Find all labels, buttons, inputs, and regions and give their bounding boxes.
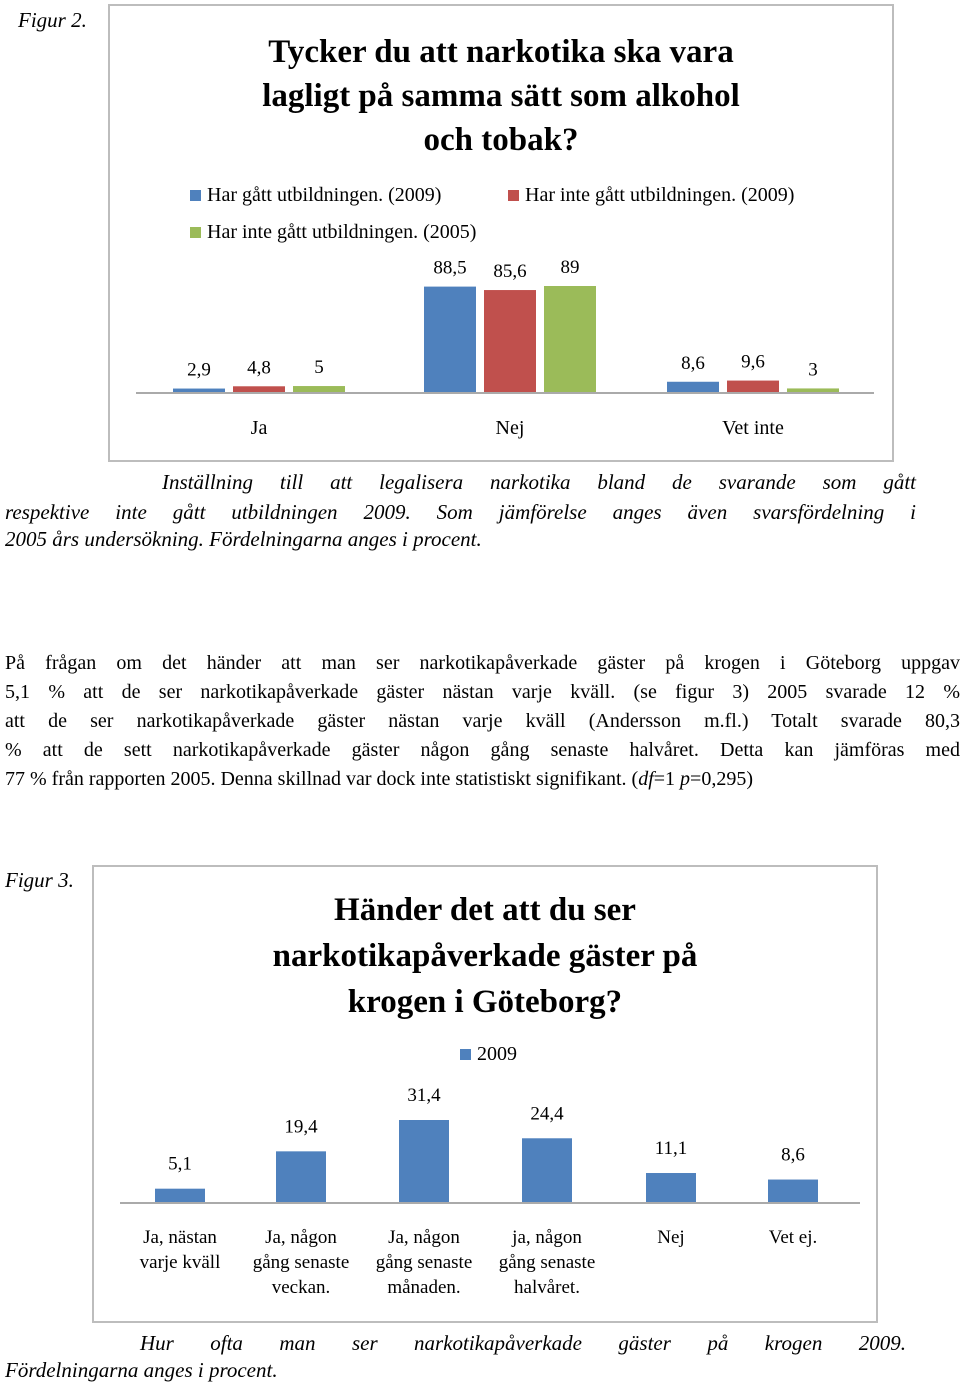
figure2-chart (108, 4, 894, 462)
data-label: 8,6 (681, 352, 705, 374)
bar (787, 388, 839, 392)
figure2-caption-line: respektive inte gått utbildningen 2009. Som jämförelse anges även svarsfördelning i (5, 500, 916, 524)
data-label: 88,5 (433, 257, 467, 279)
figure2-title-line: Tycker du att narkotika ska vara (268, 34, 734, 70)
body-line: På frågan om det händer att man ser narkotikapåverkade gäster på krogen i Göteborg uppgav (5, 652, 960, 674)
figure2-title-line: lagligt på samma sätt som alkohol (262, 78, 740, 114)
x-tick-label-line: gång senaste (375, 1252, 473, 1273)
bar (522, 1138, 572, 1202)
body-line-last (5, 768, 753, 791)
x-tick-label-line: Ja, nästan (143, 1227, 217, 1248)
x-tick-label-line: Nej (657, 1227, 685, 1248)
bar (155, 1189, 205, 1202)
x-tick-label (769, 1227, 818, 1248)
x-tick-label (376, 1227, 473, 1298)
figure3-title-line: krogen i Göteborg? (347, 984, 623, 1020)
data-label: 2,9 (187, 359, 211, 381)
bar (399, 1120, 449, 1202)
bar (484, 290, 536, 392)
x-tick-label-line: ja, någon (512, 1227, 582, 1248)
bar (173, 389, 225, 392)
bar (293, 386, 345, 392)
stat-df-label: df (638, 768, 654, 790)
x-tick-label (140, 1227, 221, 1273)
legend-label: Har inte gått utbildningen. (2009) (525, 184, 795, 206)
stat-df-value: =1 (653, 768, 681, 790)
x-tick-label-line: Vet ej. (768, 1227, 818, 1248)
figure3-title-line: Händer det att du ser (334, 892, 636, 928)
data-label: 31,4 (407, 1085, 441, 1106)
x-tick-label (657, 1227, 684, 1248)
legend-label: 2009 (477, 1043, 517, 1065)
figure3-plot (94, 867, 876, 1321)
x-tick-label: Ja (250, 417, 268, 439)
body-line: % att de sett narkotikapåverkade gäster någon gång senaste halvåret. Detta kan jämföras med (5, 739, 960, 761)
x-tick-label-line: gång senaste (498, 1252, 596, 1273)
data-label: 85,6 (493, 261, 527, 283)
bar (233, 386, 285, 392)
bar (276, 1151, 326, 1202)
figure3-label: Figur 3. (5, 868, 74, 892)
body-line: 5,1 % att de ser narkotikapåverkade gäster nästan varje kväll. (se figur 3) 2005 svarade 12 % (5, 681, 960, 703)
figure2-caption-line: 2005 års undersökning. Fördelningarna anges i procent. (5, 527, 482, 551)
bar (544, 286, 596, 392)
data-label: 8,6 (781, 1144, 805, 1166)
x-tick-label-line: Ja, någon (388, 1227, 460, 1248)
x-tick-label-line: halvåret. (514, 1277, 580, 1298)
bar (768, 1180, 818, 1202)
x-tick-label-line: Ja, någon (265, 1227, 337, 1248)
data-label: 9,6 (741, 351, 765, 373)
x-tick-label-line: månaden. (387, 1277, 461, 1298)
body-line: att de ser narkotikapåverkade gäster nästan varje kväll (Andersson m.fl.) Totalt svarade 80,3 (5, 710, 960, 732)
data-label: 11,1 (654, 1138, 688, 1160)
bar (667, 382, 719, 392)
x-tick-label (253, 1227, 350, 1298)
legend-label: Har gått utbildningen. (2009) (207, 184, 442, 206)
x-tick-label-line: gång senaste (252, 1252, 350, 1273)
body-text: 77 % från rapporten 2005. Denna skillnad var dock inte statistiskt signifikant. ( (5, 768, 639, 790)
x-tick-label-line: veckan. (271, 1277, 331, 1298)
figure2-caption-line: Inställning till att legalisera narkotika bland de svarande som gått (162, 470, 916, 494)
figure3-title-line: narkotikapåverkade gäster på (272, 938, 698, 974)
figure3-chart (92, 865, 878, 1323)
figure2-label: Figur 2. (18, 8, 87, 32)
figure2-title-line: och tobak? (423, 122, 579, 158)
bar (646, 1173, 696, 1202)
x-tick-label: Vet inte (722, 417, 784, 439)
x-tick-label-line: varje kväll (139, 1252, 221, 1273)
bar (727, 381, 779, 392)
data-label: 5,1 (168, 1153, 192, 1175)
stat-p-label: p (680, 768, 691, 790)
figure3-caption-line: Hur ofta man ser narkotikapåverkade gäster på krogen 2009. (140, 1331, 906, 1355)
x-tick-label: Nej (495, 417, 525, 439)
data-label: 3 (808, 359, 818, 381)
data-label: 89 (560, 257, 580, 278)
figure2-plot (110, 6, 892, 460)
x-tick-label (499, 1227, 596, 1298)
legend-label: Har inte gått utbildningen. (2005) (207, 221, 477, 243)
data-label: 4,8 (247, 357, 271, 379)
figure3-caption-line: Fördelningarna anges i procent. (5, 1358, 278, 1382)
data-label: 24,4 (530, 1103, 564, 1125)
bar (424, 287, 476, 392)
data-label: 19,4 (284, 1116, 318, 1138)
data-label: 5 (314, 357, 324, 379)
stat-p-value: =0,295) (690, 768, 753, 790)
